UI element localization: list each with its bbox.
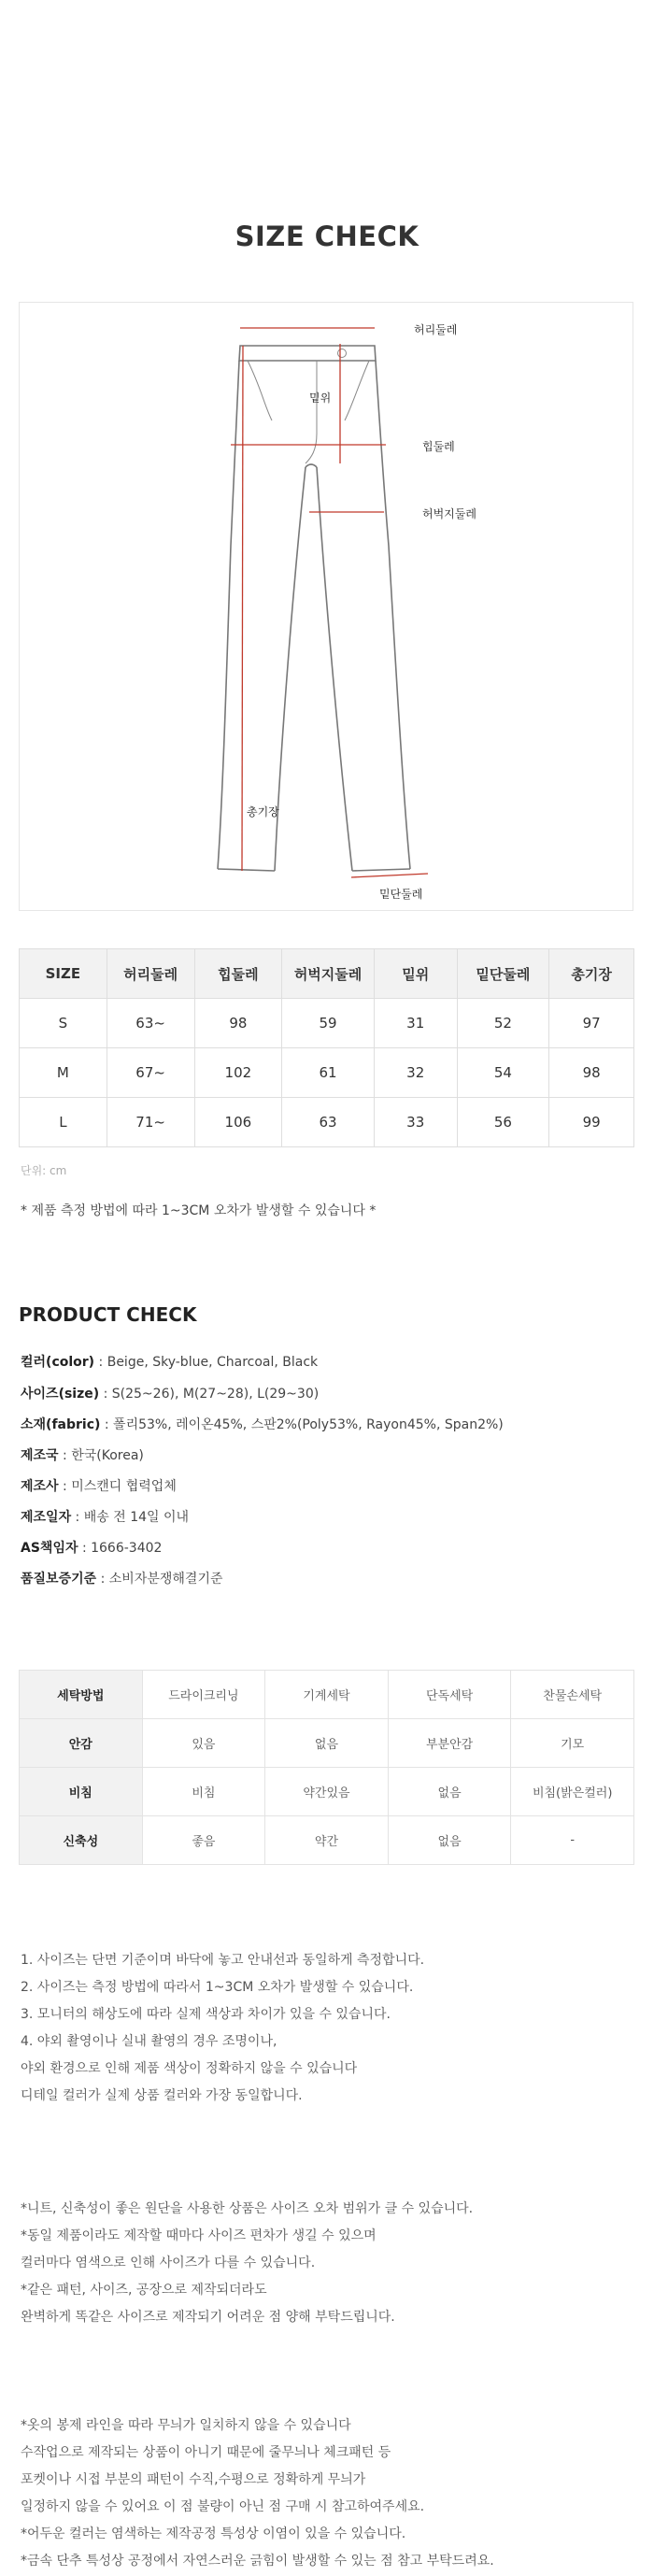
- note-line: 2. 사이즈는 측정 방법에 따라서 1~3CM 오차가 발생할 수 있습니다.: [21, 1980, 414, 1995]
- header-cell: 허벅지둘레: [282, 949, 375, 999]
- table-cell: 단독세탁: [388, 1671, 511, 1719]
- table-cell: 54: [457, 1048, 549, 1098]
- product-info-line: [21, 1352, 318, 1371]
- table-cell: 있음: [142, 1719, 265, 1768]
- table-cell: -: [511, 1816, 634, 1865]
- care-table: [19, 1670, 634, 1865]
- table-cell: 106: [194, 1098, 282, 1147]
- product-info-line: [21, 1507, 189, 1526]
- table-cell: 약간있음: [265, 1768, 389, 1816]
- table-cell: 98: [549, 1048, 634, 1098]
- product-info-line: [21, 1415, 504, 1433]
- pants-outline: [218, 346, 410, 871]
- size-cell: L: [20, 1098, 107, 1147]
- product-info-label: 제조국: [21, 1448, 59, 1463]
- product-info-line: [21, 1445, 144, 1464]
- table-cell: 98: [194, 999, 282, 1048]
- unit-note: 단위: cm: [21, 1164, 67, 1177]
- product-info-label: AS책임자: [21, 1541, 78, 1556]
- table-cell: 없음: [388, 1816, 511, 1865]
- note-line: 1. 사이즈는 단면 기준이며 바닥에 놓고 안내선과 동일하게 측정합니다.: [21, 1953, 425, 1968]
- note-line: *같은 패턴, 사이즈, 공장으로 제작되더라도: [21, 2283, 267, 2298]
- note-line: *동일 제품이라도 제작할 때마다 사이즈 편차가 생길 수 있으며: [21, 2228, 377, 2243]
- product-info-label: 제조일자: [21, 1510, 72, 1525]
- product-info-value: : 폴리53%, 레이온45%, 스판2%(Poly53%, Rayon45%, Span2%): [100, 1417, 504, 1432]
- table-cell: 56: [457, 1098, 549, 1147]
- table-cell: 63: [282, 1098, 375, 1147]
- product-info-value: : 배송 전 14일 이내: [71, 1510, 190, 1525]
- size-check-title: SIZE CHECK: [235, 221, 419, 252]
- product-check-title: PRODUCT CHECK: [19, 1303, 197, 1326]
- product-info-value: : 미스캔디 협력업체: [58, 1479, 177, 1494]
- table-cell: 52: [457, 999, 549, 1048]
- product-info-line: [21, 1476, 177, 1495]
- size-table-header: [20, 949, 634, 999]
- note-line: 컬러마다 염색으로 인해 사이즈가 다를 수 있습니다.: [21, 2256, 316, 2270]
- table-cell: 기모: [511, 1719, 634, 1768]
- note-line: 디테일 컬러가 실제 상품 컬러와 가장 동일합니다.: [21, 2088, 303, 2103]
- row-header: 신축성: [20, 1816, 143, 1865]
- table-cell: 기계세탁: [265, 1671, 389, 1719]
- note-line: 완벽하게 똑같은 사이즈로 제작되기 어려운 점 양해 부탁드립니다.: [21, 2310, 395, 2325]
- table-row: [20, 1719, 634, 1768]
- table-cell: 99: [549, 1098, 634, 1147]
- table-cell: 비침: [142, 1768, 265, 1816]
- pants-details: [248, 349, 369, 464]
- header-cell: 밑위: [374, 949, 457, 999]
- waist-label: 허리둘레: [414, 323, 458, 336]
- table-cell: 좋음: [142, 1816, 265, 1865]
- product-info-label: 컬러(color): [21, 1355, 95, 1370]
- error-note: * 제품 측정 방법에 따라 1~3CM 오차가 발생할 수 있습니다 *: [21, 1203, 377, 1218]
- table-cell: 67~: [107, 1048, 194, 1098]
- rise-label: 밑위: [309, 391, 332, 405]
- table-row: [20, 1098, 634, 1147]
- row-header: 안감: [20, 1719, 143, 1768]
- hem-line: [351, 874, 428, 877]
- table-row: [20, 1768, 634, 1816]
- header-cell: 밑단둘레: [457, 949, 549, 999]
- table-cell: 찬물손세탁: [511, 1671, 634, 1719]
- note-line: 야외 환경으로 인해 제품 색상이 정확하지 않을 수 있습니다: [21, 2061, 358, 2076]
- header-cell: 힙둘레: [194, 949, 282, 999]
- product-info-line: [21, 1538, 162, 1557]
- row-header: 세탁방법: [20, 1671, 143, 1719]
- note-line: *어두운 컬러는 염색하는 제작공정 특성상 이염이 있을 수 있습니다.: [21, 2526, 406, 2541]
- product-info-value: : 소비자분쟁해결기준: [96, 1572, 223, 1587]
- note-line: *옷의 봉제 라인을 따라 무늬가 일치하지 않을 수 있습니다: [21, 2418, 351, 2433]
- note-line: *금속 단추 특성상 공정에서 자연스러운 긁힘이 발생할 수 있는 점 참고 부탁드려요.: [21, 2554, 494, 2569]
- thigh-label: 허벅지둘레: [422, 507, 476, 520]
- pants-size-diagram: [19, 302, 633, 911]
- hem-label: 밑단둘레: [379, 888, 423, 901]
- product-info-line: [21, 1569, 223, 1587]
- length-label: 총기장: [247, 805, 279, 818]
- table-cell: 32: [374, 1048, 457, 1098]
- table-cell: 61: [282, 1048, 375, 1098]
- table-cell: 부분안감: [388, 1719, 511, 1768]
- product-info-label: 제조사: [21, 1479, 59, 1494]
- product-info-label: 사이즈(size): [21, 1387, 100, 1402]
- hip-label: 힙둘레: [422, 440, 455, 453]
- size-cell: M: [20, 1048, 107, 1098]
- product-info-label: 품질보증기준: [21, 1572, 97, 1587]
- table-row: [20, 1816, 634, 1865]
- table-cell: 97: [549, 999, 634, 1048]
- table-cell: 드라이크리닝: [142, 1671, 265, 1719]
- note-line: 4. 야외 촬영이나 실내 촬영의 경우 조명이나,: [21, 2034, 277, 2049]
- note-line: *니트, 신축성이 좋은 원단을 사용한 상품은 사이즈 오차 범위가 클 수 있습니다.: [21, 2201, 474, 2216]
- note-line: 포켓이나 시접 부분의 패턴이 수직,수평으로 정확하게 무늬가: [21, 2472, 366, 2487]
- table-row: [20, 999, 634, 1048]
- table-cell: 없음: [388, 1768, 511, 1816]
- note-line: 일정하지 않을 수 있어요 이 점 불량이 아닌 점 구매 시 참고하여주세요.: [21, 2499, 425, 2514]
- table-cell: 없음: [265, 1719, 389, 1768]
- product-info-value: : 1666-3402: [78, 1541, 163, 1556]
- length-line: [242, 346, 243, 871]
- note-line: 3. 모니터의 해상도에 따라 실제 색상과 차이가 있을 수 있습니다.: [21, 2007, 391, 2022]
- table-cell: 비침(밝은컬러): [511, 1768, 634, 1816]
- header-cell: 총기장: [549, 949, 634, 999]
- product-info-label: 소재(fabric): [21, 1417, 101, 1432]
- table-cell: 102: [194, 1048, 282, 1098]
- row-header: 비침: [20, 1768, 143, 1816]
- table-cell: 약간: [265, 1816, 389, 1865]
- table-cell: 33: [374, 1098, 457, 1147]
- table-cell: 59: [282, 999, 375, 1048]
- table-cell: 31: [374, 999, 457, 1048]
- size-cell: S: [20, 999, 107, 1048]
- header-cell: 허리둘레: [107, 949, 194, 999]
- size-table: [19, 948, 634, 1147]
- product-info-value: : 한국(Korea): [58, 1448, 144, 1463]
- table-cell: 71~: [107, 1098, 194, 1147]
- table-row: [20, 1671, 634, 1719]
- product-info-line: [21, 1384, 319, 1402]
- table-row: [20, 1048, 634, 1098]
- header-cell: SIZE: [20, 949, 107, 999]
- table-cell: 63~: [107, 999, 194, 1048]
- measurement-lines: [231, 328, 428, 877]
- product-info-value: : S(25~26), M(27~28), L(29~30): [99, 1387, 320, 1402]
- product-info-value: : Beige, Sky-blue, Charcoal, Black: [94, 1355, 319, 1370]
- note-line: 수작업으로 제작되는 상품이 아니기 때문에 줄무늬나 체크패턴 등: [21, 2445, 391, 2460]
